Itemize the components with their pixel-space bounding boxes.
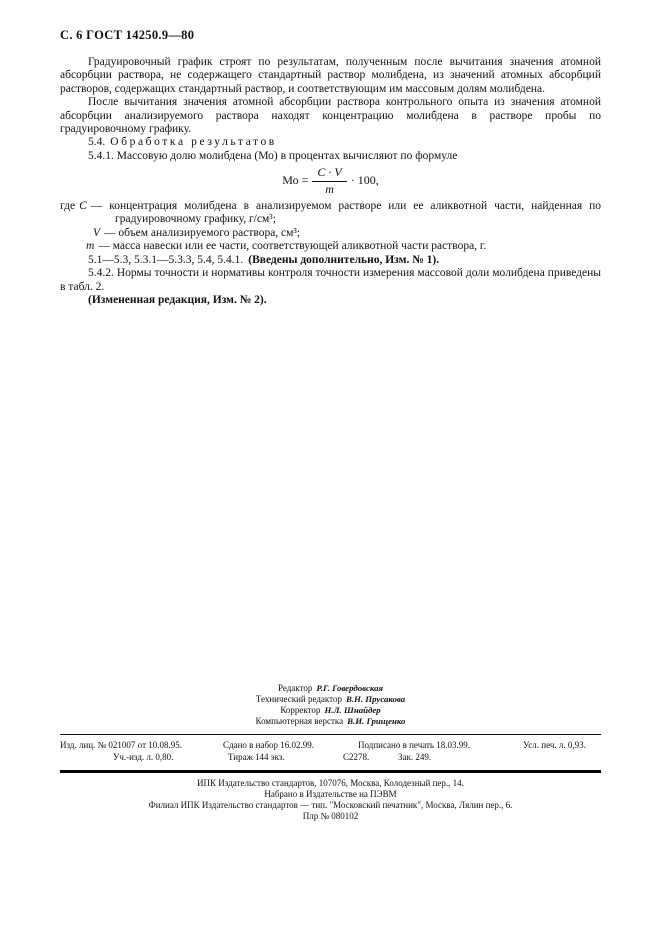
where-term-m [86,240,601,253]
credit-proofreader [60,705,601,716]
paragraph-subtraction: После вычитания значения атомной абсорбции раствора контрольного опыта из значения атомной абсорбции анализируемого раствора находят концентрацию молибдена в растворе пробы по градуировочному графику. [60,96,601,136]
credit-role: Корректор [280,705,321,715]
section-title: Обработка результатов [110,136,277,149]
colophon [60,683,601,822]
amendment-1-sections: 5.1—5.3, 5.3.1—5.3.3, 5.4, 5.4.1. [88,253,244,266]
imprint-block [60,740,601,766]
main-text [60,56,601,307]
amendment-2 [60,294,601,307]
amendment-2-note: (Измененная редакция, Изм. № 2). [88,293,267,306]
symbol-v: V [93,226,101,239]
imprint-print-sheets: Усл. печ. л. 0,93. [523,740,586,750]
formula-numerator: C · V [317,165,342,180]
publisher-block [60,778,601,822]
divider-thick [60,770,601,773]
paragraph-5-4-1: 5.4.1. Массовую долю молибдена (Мо) в процентах вычисляют по формуле [88,149,458,162]
credit-role: Компьютерная верстка [255,716,344,726]
imprint-order: Зак. 249. [398,752,432,762]
credit-name: Р.Г. Говердовская [316,683,384,693]
credit-role: Технический редактор [255,694,342,704]
section-number: 5.4. [88,136,106,149]
credit-role: Редактор [277,683,313,693]
credit-editor [60,683,601,694]
credit-name: В.И. Грищенко [347,716,406,726]
publisher-typeset-note: Набрано в Издательстве на ПЭВМ [264,789,397,799]
formula-mo [60,166,601,196]
imprint-print-date: Подписано в печать 18.03.99. [358,740,471,750]
credit-dtp [60,716,601,727]
imprint-license: Изд. лиц. № 021007 от 10.08.95. [60,740,182,750]
credit-name: Н.Л. Шнайдер [324,705,381,715]
paragraph-calibration-graph: Градуировочный график строят по результатам, полученным после вычитания значения атомной абсорбции раствора, не содержащего стандартный раствор молибдена, из значений атомных абсорбций растворов, содержащих стандартный раствор, и соответствующим им массовым долям молибдена. [60,56,601,95]
where-term-c [60,200,601,227]
imprint-circulation: Тираж 144 экз. [228,752,285,762]
amendment-1-note: (Введены дополнительно, Изм. № 1). [248,253,440,266]
definition-m: — масса навески или ее части, соответствующей аликвотной части раствора, г. [98,240,487,253]
where-term-v [93,227,601,240]
publisher-plr-number: Плр № 080102 [302,811,359,821]
page-header: С. 6 ГОСТ 14250.9—80 [60,28,195,42]
where-intro: где [60,200,76,213]
divider-thin [60,734,601,735]
definition-v: — объем анализируемого раствора, см³; [104,226,301,239]
formula-fraction [312,166,346,196]
publisher-branch: Филиал ИПК Издательство стандартов — тип. "Московский печатник", Москва, Лялин пер., 6. [148,800,513,810]
formula-lhs: Мо = [282,173,309,188]
imprint-pub-sheets: Уч.-изд. л. 0,80. [113,752,174,762]
paragraph-5-4-2: 5.4.2. Нормы точности и нормативы контроля точности измерения массовой доли молибдена приведены в табл. 2. [60,267,601,293]
formula-rhs: · 100, [350,173,379,188]
section-5-4-heading [60,136,601,149]
imprint-typeset-date: Сдано в набор 16.02.99. [223,740,315,750]
credit-technical-editor [60,694,601,705]
formula-denominator: m [312,181,346,196]
publisher-address: ИПК Издательство стандартов, 107076, Москва, Колодезный пер., 14. [197,778,464,788]
credit-name: В.Н. Прусакова [345,694,406,704]
amendment-1 [60,254,601,267]
staff-credits [60,683,601,727]
definition-c: — концентрация молибдена в анализируемом растворе или ее аликвотной части, найденная по градуировочному графику, г/см³; [90,200,601,226]
imprint-code: С2278. [343,752,370,762]
symbol-m: m [86,240,95,253]
symbol-c: C [79,200,87,213]
